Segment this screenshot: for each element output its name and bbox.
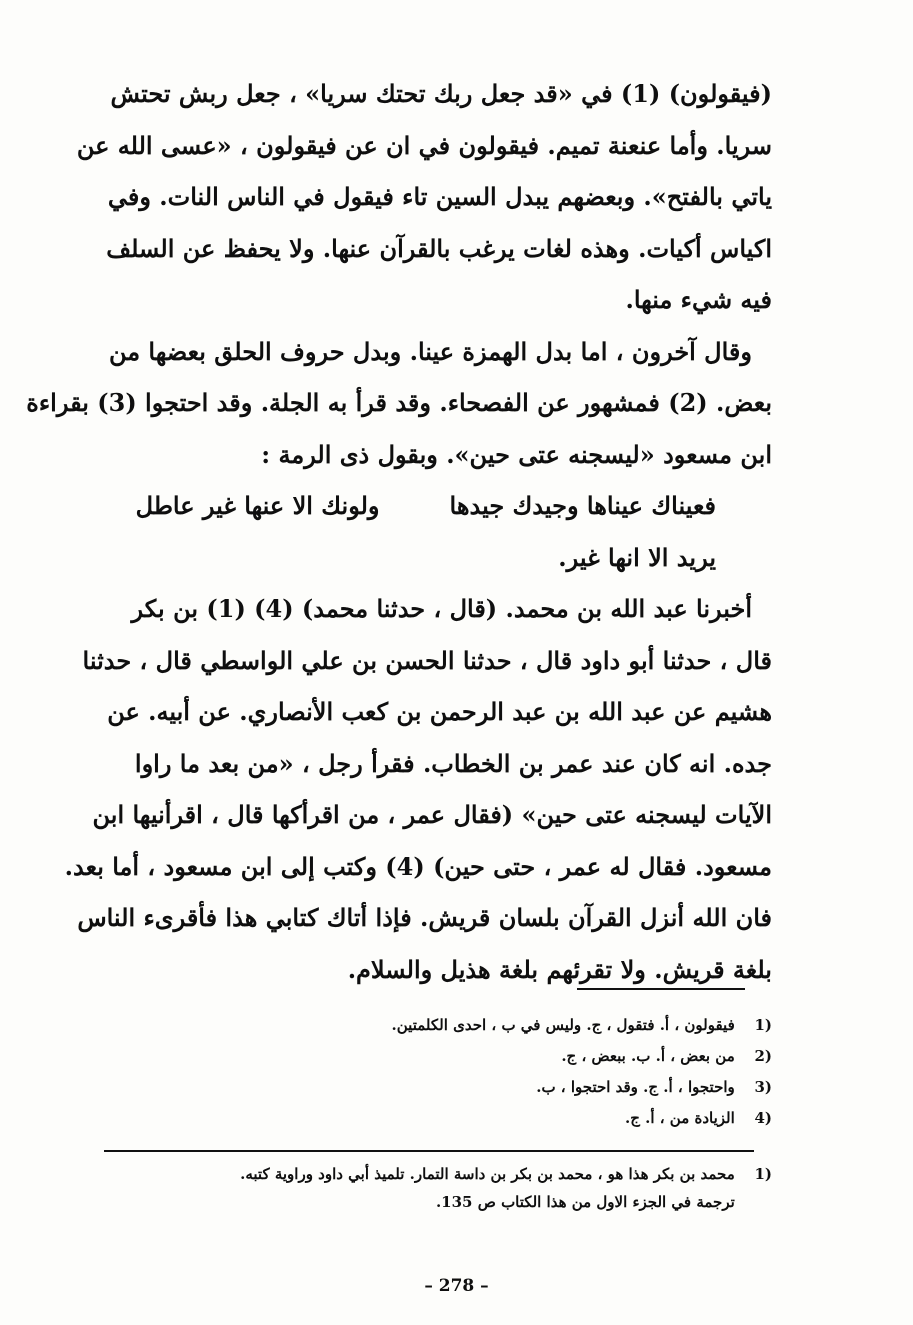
poetry-verse	[96, 480, 772, 532]
footnotes	[96, 1010, 772, 1134]
text-line: بعض. (2) فمشهور عن الفصحاء. وقد قرأ به الجلة. وقد احتجوا (3) بقراءة	[26, 388, 772, 417]
text-line: قال ، حدثنا أبو داود قال ، حدثنا الحسن بن علي الواسطي قال ، حدثنا	[82, 645, 772, 675]
text-line: ابن مسعود «ليسجنه عتى حين». وبقول ذى الرمة :	[261, 439, 772, 469]
footnote-text: فيقولون ، أ. فتقول ، ج. وليس في ب ، احدى الكلمتين.	[391, 1016, 735, 1034]
text-line: هشيم عن عبد الله بن عبد الرحمن بن كعب الأنصاري. عن أبيه. عن	[107, 697, 772, 726]
editor-note-text: ترجمة في الجزء الاول من هذا الكتاب ص 135.	[435, 1193, 735, 1211]
text-line: مسعود. فقال له عمر ، حتى حين) (4) وكتب إلى ابن مسعود ، أما بعد.	[64, 851, 772, 881]
text-line: فيه شيء منها.	[625, 285, 772, 314]
text-line: جده. انه كان عند عمر بن الخطاب. فقرأ رجل ، «من بعد ما راوا	[134, 748, 772, 778]
text-line: وقال آخرون ، اما بدل الهمزة عينا. وبدل حروف الحلق بعضها من	[108, 336, 752, 366]
text-line: سريا. وأما عنعنة تميم. فيقولون في ان عن فيقولون ، «عسى الله عن	[76, 130, 772, 160]
footnote-separator	[577, 988, 745, 990]
text-line: اكياس أكيات. وهذه لغات يرغب بالقرآن عنها. ولا يحفظ عن السلف	[106, 233, 772, 263]
editor-note	[96, 1188, 772, 1216]
footnote-number: (4	[754, 1109, 772, 1127]
editor-notes	[96, 1160, 772, 1216]
footnote	[96, 1103, 772, 1134]
footnote-number: (3	[754, 1078, 772, 1096]
text-line: الآيات ليسجنه عتى حين» (فقال عمر ، من اقرأكها قال ، اقرأنيها ابن	[92, 800, 772, 829]
footnote-text: واحتجوا ، أ. ج. وقد احتجوا ، ب.	[536, 1078, 735, 1096]
editor-notes-separator	[104, 1150, 754, 1152]
editor-note-text: محمد بن بكر هذا هو ، محمد بن بكر بن داسة التمار. تلميذ أبي داود وراوية كتبه.	[240, 1165, 735, 1183]
verse-hemistich-first: فعيناك عيناها وجيدك جيدها	[449, 491, 716, 520]
main-text	[26, 68, 772, 995]
verse-hemistich-second: ولونك الا عنها غير عاطل	[135, 491, 380, 520]
page-number: – 278 –	[424, 1276, 489, 1296]
editor-note	[96, 1160, 772, 1188]
text-line: فان الله أنزل القرآن بلسان قريش. فإذا أتاك كتابي هذا فأقرىء الناس	[77, 903, 772, 932]
text-line: ياتي بالفتح». وبعضهم يبدل السين تاء فيقول في الناس النات. وفي	[107, 182, 772, 211]
footnote-number: (1	[754, 1016, 772, 1034]
text-line: بلغة قريش. ولا تقرئهم بلغة هذيل والسلام.	[347, 954, 772, 984]
footnote	[96, 1072, 772, 1103]
footnote-number: (2	[754, 1047, 772, 1065]
text-line: (فيقولون) (1) في «قد جعل ربك تحتك سريا» ، جعل ربش تحتش	[110, 79, 772, 108]
footnote-text: من بعض ، أ. ب. ببعض ، ج.	[561, 1047, 735, 1065]
text-line: يريد الا انها غير.	[558, 542, 716, 572]
footnote	[96, 1041, 772, 1072]
editor-note-number: (1	[754, 1165, 772, 1183]
text-line: أخبرنا عبد الله بن محمد. (قال ، حدثنا محمد) (4) (1) بن بكر	[131, 594, 752, 623]
footnote-text: الزيادة من ، أ. ج.	[624, 1109, 735, 1127]
footnote	[96, 1010, 772, 1041]
